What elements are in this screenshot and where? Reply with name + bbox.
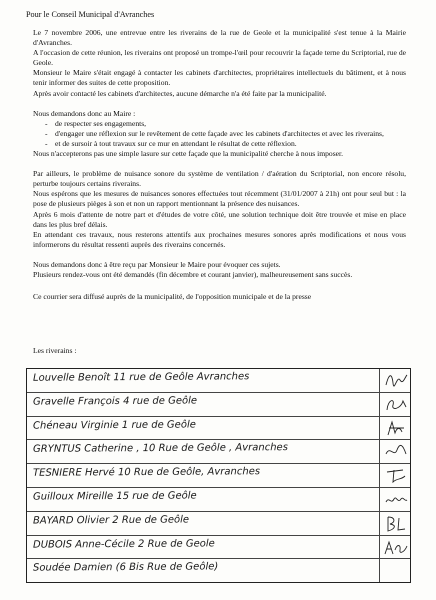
paragraph: Ce courrier sera diffusé auprès de la municipalité, de l'opposition municipale et de la presse xyxy=(33,292,312,302)
paragraph: Par ailleurs, le problème de nuisance sonore du système de ventilation / d'aération du Scriptorial, non encore résolu, perturbe toujours certains riverains. xyxy=(33,169,406,189)
handwritten-entry: TESNIERE Hervé 10 Rue de Geôle, Avranches xyxy=(32,466,261,479)
paragraph: A l'occasion de cette réunion, les riverains ont proposé un trompe-l'œil pour recouvrir la façade terne du Scriptorial, rue de Geole. xyxy=(33,48,406,68)
signature-icon xyxy=(383,514,409,533)
demand-intro: Nous demandons donc au Maire : xyxy=(33,108,136,118)
handwritten-entry: Gravelle François 4 rue de Geôle xyxy=(32,395,198,408)
signature-table xyxy=(26,368,411,583)
handwritten-entry: BAYARD Olivier 2 Rue de Geôle xyxy=(32,514,190,527)
signature-icon xyxy=(383,419,409,438)
demand-item: - de respecter ses engagements, xyxy=(45,119,406,129)
letter-header: Pour le Conseil Municipal d'Avranches xyxy=(26,10,155,19)
signature-row xyxy=(27,512,410,536)
signature-icon xyxy=(383,490,409,509)
demand-item: - d'engager une réflexion sur le revêtement de cette façade avec les cabinets d'architectes et avec les riverains, xyxy=(45,129,406,139)
paragraph: Nous espérons que les mesures de nuisances sonores effectuées tout récemment (31/01/2007 à 21h) ont pour seul but : la pose de plusieurs pièges à son et non un rapport mentionnant la présence des nuisances. xyxy=(33,189,406,209)
signature-row xyxy=(27,464,410,488)
handwritten-entry: Chéneau Virginie 1 rue de Geôle xyxy=(32,419,196,432)
paragraph: Nous demandons donc à être reçu par Monsieur le Maire pour évoquer ces sujets. xyxy=(33,259,281,269)
signature-row xyxy=(27,440,410,464)
handwritten-entry: Louvelle Benoît 11 rue de Geôle Avranches xyxy=(32,371,250,384)
handwritten-entry: Guilloux Mireille 15 rue de Geôle xyxy=(32,490,197,503)
paragraph: Le 7 novembre 2006, une entrevue entre les riverains de la rue de Geole et la municipalité s'est tenue à la Mairie d'Avranches. xyxy=(33,28,406,48)
signature-row xyxy=(27,417,410,441)
signature-row xyxy=(27,393,410,417)
signature-icon xyxy=(383,538,409,557)
signature-row xyxy=(27,559,410,582)
paragraph: Après avoir contacté les cabinets d'architectes, aucune démarche n'a été faite par la municipalité. xyxy=(33,88,327,98)
signature-icon xyxy=(383,466,409,485)
handwritten-entry: Soudée Damien (6 Bis Rue de Geôle) xyxy=(32,561,219,575)
paragraph: Plusieurs rendez-vous ont été demandés (fin décembre et courant janvier), malheureusement sans succès. xyxy=(33,269,353,279)
signature-row xyxy=(27,536,410,560)
signature-icon xyxy=(383,395,409,414)
paragraph: Nous n'accepterons pas une simple lasure sur cette façade que la municipalité cherche à nous imposer. xyxy=(33,149,344,159)
demand-item: - et de sursoir à tout travaux sur ce mur en attendant le résultat de cette réflexion. xyxy=(45,139,406,149)
signature-icon xyxy=(383,371,409,390)
paragraph: En attendant ces travaux, nous resterons attentifs aux prochaines mesures sonores après modifications et nous vous informerons du résultat ressenti auprès des riverains concernés. xyxy=(33,229,406,249)
letter-body xyxy=(33,28,406,302)
riverains-label: Les riverains : xyxy=(33,346,77,355)
handwritten-entry: GRYNTUS Catherine , 10 Rue de Geôle , Avranches xyxy=(32,442,288,456)
signature-row xyxy=(27,488,410,512)
signature-icon xyxy=(383,442,409,461)
paragraph: Monsieur le Maire s'était engagé à contacter les cabinets d'architectes, propriétaires intellectuels du bâtiment, et à nous tenir informer des suites de cette proposition. xyxy=(33,68,406,88)
handwritten-entry: DUBOIS Anne-Cécile 2 Rue de Geole xyxy=(32,537,215,551)
paragraph: Après 6 mois d'attente de notre part et d'études de votre côté, une solution technique doit être trouvée et mise en place dans les plus bref délais. xyxy=(33,209,406,229)
demand-list xyxy=(33,119,406,149)
signature-row xyxy=(27,369,410,393)
